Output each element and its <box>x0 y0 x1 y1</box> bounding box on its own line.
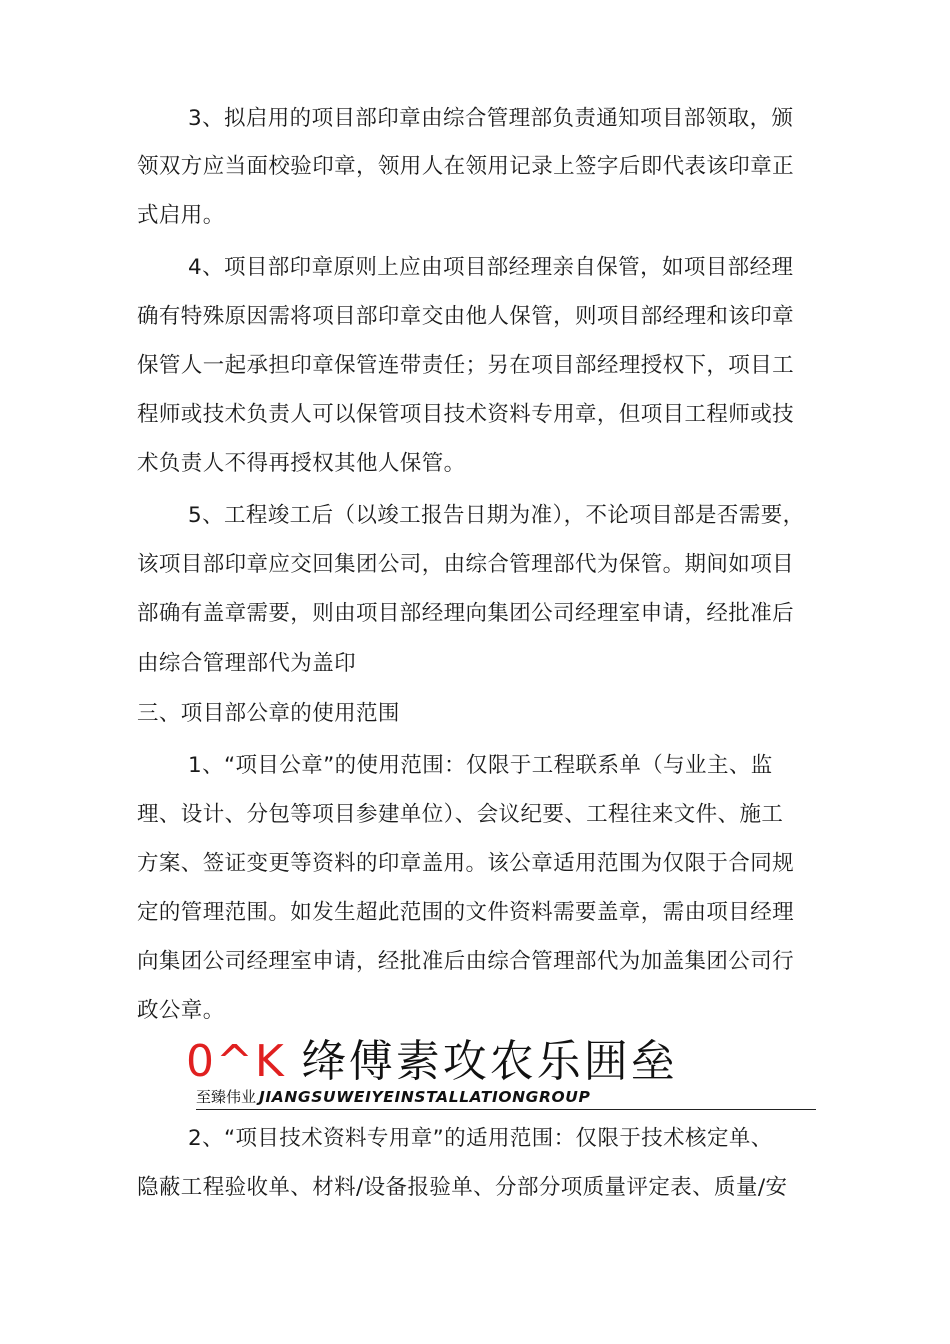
logo-name-cn: 绛傅素攻农乐囲垒 <box>301 1036 678 1087</box>
paragraph-5-line-4: 由综合管理部代为盖印 <box>137 651 357 676</box>
logo-subtitle <box>196 1086 590 1108</box>
paragraph-3-line-3: 式启用。 <box>137 203 225 228</box>
section-3-paragraph-1-line-5: 向集团公司经理室申请，经批准后由综合管理部代为加盖集团公司行 <box>137 949 795 974</box>
section-3-paragraph-1-line-1: 1、“项目公章”的使用范围：仅限于工程联系单（与业主、监 <box>188 753 773 778</box>
section-3-paragraph-1-line-6: 政公章。 <box>137 998 225 1023</box>
paragraph-4-line-2: 确有特殊原因需将项目部印章交由他人保管，则项目部经理和该印章 <box>137 304 795 329</box>
paragraph-3-line-2: 领双方应当面校验印章，领用人在领用记录上签字后即代表该印章正 <box>137 154 795 179</box>
logo-divider <box>196 1109 816 1110</box>
paragraph-3-line-1: 3、拟启用的项目部印章由综合管理部负责通知项目部领取，颁 <box>188 106 794 131</box>
company-logo <box>186 1034 678 1090</box>
logo-prefix: 0^K <box>186 1036 286 1087</box>
paragraph-5-line-1: 5、工程竣工后（以竣工报告日期为准），不论项目部是否需要， <box>188 503 805 528</box>
logo-subtitle-cn: 至臻伟业 <box>196 1088 257 1106</box>
section-3-paragraph-2-line-2: 隐蔽工程验收单、材料/设备报验单、分部分项质量评定表、质量/安 <box>137 1175 788 1200</box>
paragraph-4-line-3: 保管人一起承担印章保管连带责任；另在项目部经理授权下，项目工 <box>137 353 795 378</box>
paragraph-5-line-2: 该项目部印章应交回集团公司，由综合管理部代为保管。期间如项目 <box>137 552 795 577</box>
section-3-paragraph-1-line-2: 理、设计、分包等项目参建单位）、会议纪要、工程往来文件、施工 <box>137 802 784 827</box>
paragraph-4-line-4: 程师或技术负责人可以保管项目技术资料专用章，但项目工程师或技 <box>137 402 795 427</box>
paragraph-4-line-1: 4、项目部印章原则上应由项目部经理亲自保管，如项目部经理 <box>188 255 794 280</box>
logo-subtitle-en: JIANGSUWEIYEINSTALLATIONGROUP <box>259 1088 591 1106</box>
section-3-paragraph-1-line-3: 方案、签证变更等资料的印章盖用。该公章适用范围为仅限于合同规 <box>137 851 795 876</box>
section-3-paragraph-2-line-1: 2、“项目技术资料专用章”的适用范围：仅限于技术核定单、 <box>188 1126 773 1151</box>
section-3-heading: 三、项目部公章的使用范围 <box>137 701 400 726</box>
paragraph-5-line-3: 部确有盖章需要，则由项目部经理向集团公司经理室申请，经批准后 <box>137 601 795 626</box>
section-3-paragraph-1-line-4: 定的管理范围。如发生超此范围的文件资料需要盖章，需由项目经理 <box>137 900 795 925</box>
paragraph-4-line-5: 术负责人不得再授权其他人保管。 <box>137 451 466 476</box>
